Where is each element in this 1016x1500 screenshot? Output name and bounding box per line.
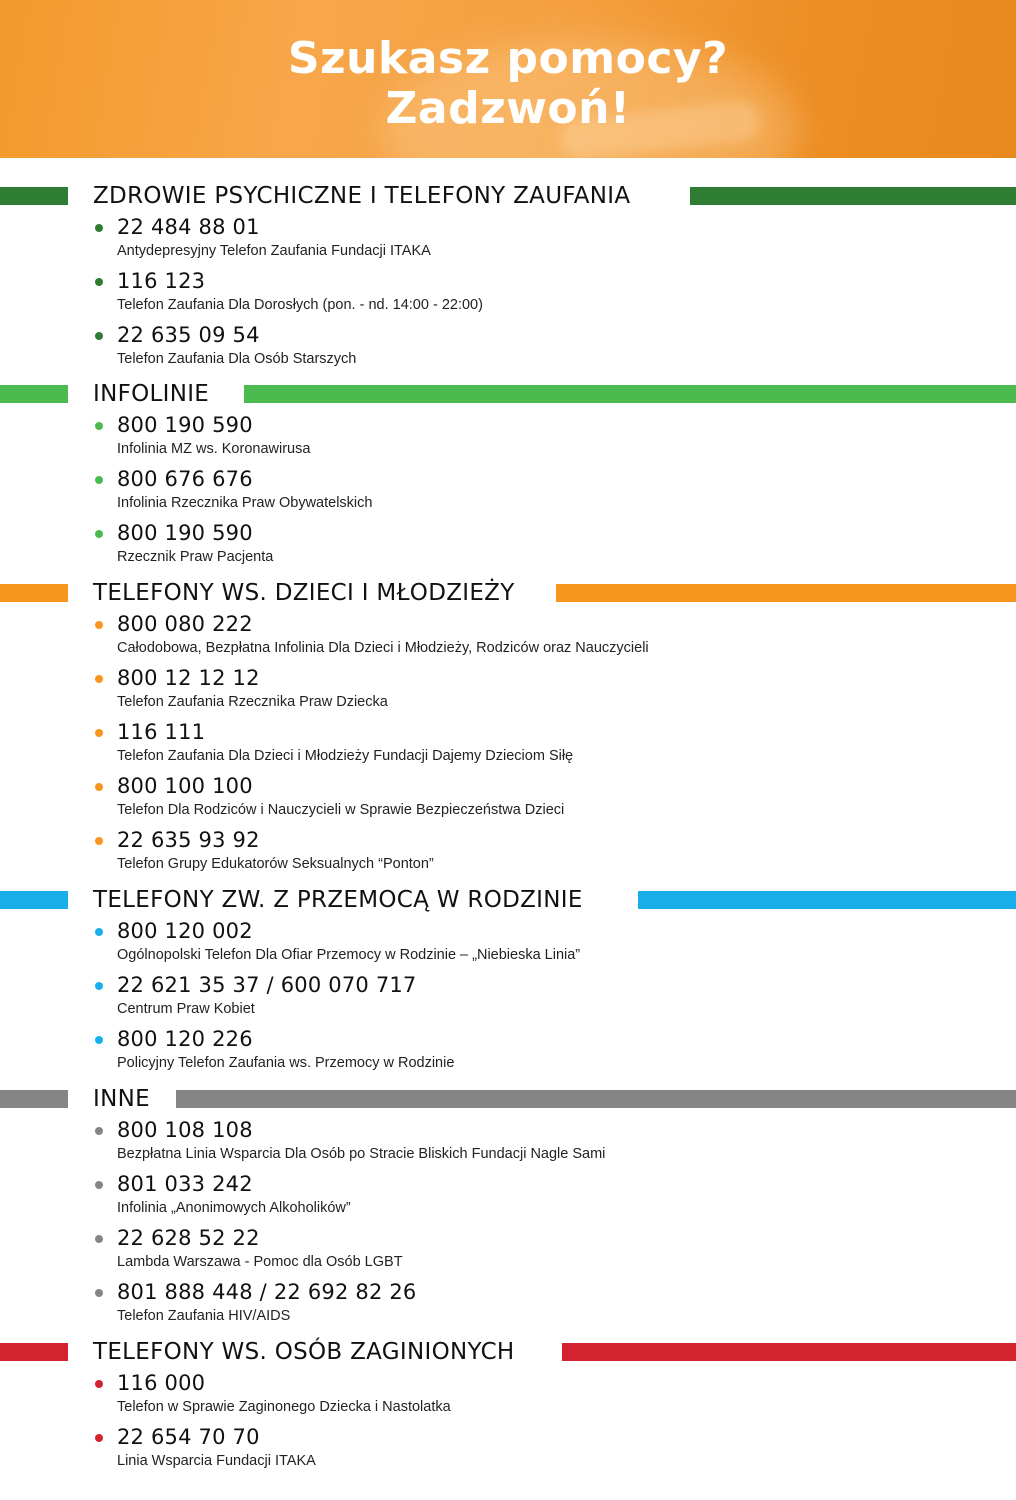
- list-item: [0, 1170, 1016, 1224]
- section-title: INNE: [93, 1086, 150, 1112]
- phone-number: 800 12 12 12: [117, 666, 260, 690]
- bullet-icon: [95, 837, 103, 845]
- section: [0, 1337, 1016, 1477]
- helpline-list: [0, 1369, 1016, 1477]
- bullet-icon: [95, 1036, 103, 1044]
- helpline-description: Telefon Zaufania Dla Dzieci i Młodzieży Fundacji Dajemy Dzieciom Siłę: [117, 748, 574, 764]
- helpline-description: Rzecznik Praw Pacjenta: [117, 549, 274, 565]
- section-header: [0, 379, 1016, 409]
- phone-number: 800 190 590: [117, 521, 253, 545]
- section-title: ZDROWIE PSYCHICZNE I TELEFONY ZAUFANIA: [93, 183, 631, 209]
- phone-number: 22 635 09 54: [117, 323, 260, 347]
- helpline-description: Infolinia MZ ws. Koronawirusa: [117, 441, 311, 457]
- section: [0, 181, 1016, 375]
- list-item: [0, 213, 1016, 267]
- helpline-description: Telefon Zaufania Dla Dorosłych (pon. - nd. 14:00 - 22:00): [117, 297, 483, 313]
- phone-number: 22 635 93 92: [117, 828, 260, 852]
- section: [0, 1084, 1016, 1332]
- phone-number: 800 120 002: [117, 919, 253, 943]
- section-color-bar-left: [0, 1343, 68, 1361]
- phone-number: 801 888 448 / 22 692 82 26: [117, 1280, 417, 1304]
- helpline-list: [0, 213, 1016, 375]
- helpline-description: Ogólnopolski Telefon Dla Ofiar Przemocy w Rodzinie – „Niebieska Linia”: [117, 947, 581, 963]
- bullet-icon: [95, 332, 103, 340]
- list-item: [0, 267, 1016, 321]
- section: [0, 885, 1016, 1079]
- helpline-description: Antydepresyjny Telefon Zaufania Fundacji ITAKA: [117, 243, 431, 259]
- list-item: [0, 971, 1016, 1025]
- list-item: [0, 1423, 1016, 1477]
- phone-number: 800 108 108: [117, 1118, 253, 1142]
- section-title: TELEFONY WS. OSÓB ZAGINIONYCH: [93, 1339, 515, 1365]
- section-header: [0, 885, 1016, 915]
- list-item: [0, 917, 1016, 971]
- helpline-description: Telefon Grupy Edukatorów Seksualnych “Ponton”: [117, 856, 434, 872]
- phone-number: 22 484 88 01: [117, 215, 260, 239]
- section: [0, 578, 1016, 880]
- bullet-icon: [95, 224, 103, 232]
- section-header: [0, 1084, 1016, 1114]
- bullet-icon: [95, 783, 103, 791]
- page-title-line2: Zadzwoń!: [385, 83, 631, 134]
- list-item: [0, 772, 1016, 826]
- phone-number: 800 190 590: [117, 413, 253, 437]
- phone-number: 800 120 226: [117, 1027, 253, 1051]
- list-item: [0, 1116, 1016, 1170]
- phone-number: 22 621 35 37 / 600 070 717: [117, 973, 417, 997]
- phone-number: 116 111: [117, 720, 206, 744]
- helpline-description: Linia Wsparcia Fundacji ITAKA: [117, 1453, 316, 1469]
- helpline-list: [0, 917, 1016, 1079]
- section-title: INFOLINIE: [93, 381, 210, 407]
- page-header: [0, 0, 1016, 158]
- helpline-description: Lambda Warszawa - Pomoc dla Osób LGBT: [117, 1254, 403, 1270]
- helpline-description: Bezpłatna Linia Wsparcia Dla Osób po Stracie Bliskich Fundacji Nagle Sami: [117, 1146, 606, 1162]
- bullet-icon: [95, 1181, 103, 1189]
- phone-number: 116 123: [117, 269, 206, 293]
- section-color-bar-right: [556, 584, 1016, 602]
- phone-number: 116 000: [117, 1371, 206, 1395]
- list-item: [0, 465, 1016, 519]
- bullet-icon: [95, 1289, 103, 1297]
- bullet-icon: [95, 422, 103, 430]
- phone-number: 800 676 676: [117, 467, 253, 491]
- list-item: [0, 1278, 1016, 1332]
- page-title: [0, 34, 1016, 134]
- section-color-bar-right: [562, 1343, 1016, 1361]
- list-item: [0, 1369, 1016, 1423]
- helpline-description: Telefon Dla Rodziców i Nauczycieli w Sprawie Bezpieczeństwa Dzieci: [117, 802, 565, 818]
- bullet-icon: [95, 1127, 103, 1135]
- section-color-bar-right: [244, 385, 1016, 403]
- helpline-description: Telefon Zaufania Dla Osób Starszych: [117, 351, 357, 367]
- section-color-bar-right: [690, 187, 1016, 205]
- section-color-bar-right: [638, 891, 1016, 909]
- phone-number: 800 080 222: [117, 612, 253, 636]
- list-item: [0, 519, 1016, 573]
- helpline-description: Infolinia „Anonimowych Alkoholików”: [117, 1200, 351, 1216]
- bullet-icon: [95, 928, 103, 936]
- helpline-description: Policyjny Telefon Zaufania ws. Przemocy w Rodzinie: [117, 1055, 455, 1071]
- bullet-icon: [95, 729, 103, 737]
- section-color-bar-left: [0, 891, 68, 909]
- section-color-bar-left: [0, 187, 68, 205]
- bullet-icon: [95, 476, 103, 484]
- phone-number: 801 033 242: [117, 1172, 253, 1196]
- helpline-description: Telefon Zaufania Rzecznika Praw Dziecka: [117, 694, 388, 710]
- list-item: [0, 610, 1016, 664]
- list-item: [0, 826, 1016, 880]
- section: [0, 379, 1016, 573]
- helpline-list: [0, 1116, 1016, 1332]
- section-header: [0, 578, 1016, 608]
- list-item: [0, 411, 1016, 465]
- list-item: [0, 664, 1016, 718]
- bullet-icon: [95, 1434, 103, 1442]
- phone-number: 22 654 70 70: [117, 1425, 260, 1449]
- bullet-icon: [95, 1235, 103, 1243]
- bullet-icon: [95, 1380, 103, 1388]
- helpline-description: Telefon Zaufania HIV/AIDS: [117, 1308, 291, 1324]
- section-header: [0, 181, 1016, 211]
- section-header: [0, 1337, 1016, 1367]
- list-item: [0, 321, 1016, 375]
- helpline-description: Całodobowa, Bezpłatna Infolinia Dla Dzieci i Młodzieży, Rodziców oraz Nauczycieli: [117, 640, 649, 656]
- page-title-line1: Szukasz pomocy?: [287, 33, 729, 84]
- bullet-icon: [95, 982, 103, 990]
- list-item: [0, 1224, 1016, 1278]
- list-item: [0, 718, 1016, 772]
- section-color-bar-left: [0, 1090, 68, 1108]
- section-title: TELEFONY WS. DZIECI I MŁODZIEŻY: [93, 580, 515, 606]
- section-color-bar-right: [176, 1090, 1016, 1108]
- phone-number: 800 100 100: [117, 774, 253, 798]
- helpline-description: Centrum Praw Kobiet: [117, 1001, 255, 1017]
- helpline-list: [0, 610, 1016, 880]
- bullet-icon: [95, 530, 103, 538]
- section-color-bar-left: [0, 385, 68, 403]
- section-color-bar-left: [0, 584, 68, 602]
- phone-number: 22 628 52 22: [117, 1226, 260, 1250]
- bullet-icon: [95, 621, 103, 629]
- bullet-icon: [95, 675, 103, 683]
- helpline-list: [0, 411, 1016, 573]
- bullet-icon: [95, 278, 103, 286]
- helpline-description: Infolinia Rzecznika Praw Obywatelskich: [117, 495, 373, 511]
- section-title: TELEFONY ZW. Z PRZEMOCĄ W RODZINIE: [93, 887, 583, 913]
- list-item: [0, 1025, 1016, 1079]
- helpline-description: Telefon w Sprawie Zaginonego Dziecka i Nastolatka: [117, 1399, 451, 1415]
